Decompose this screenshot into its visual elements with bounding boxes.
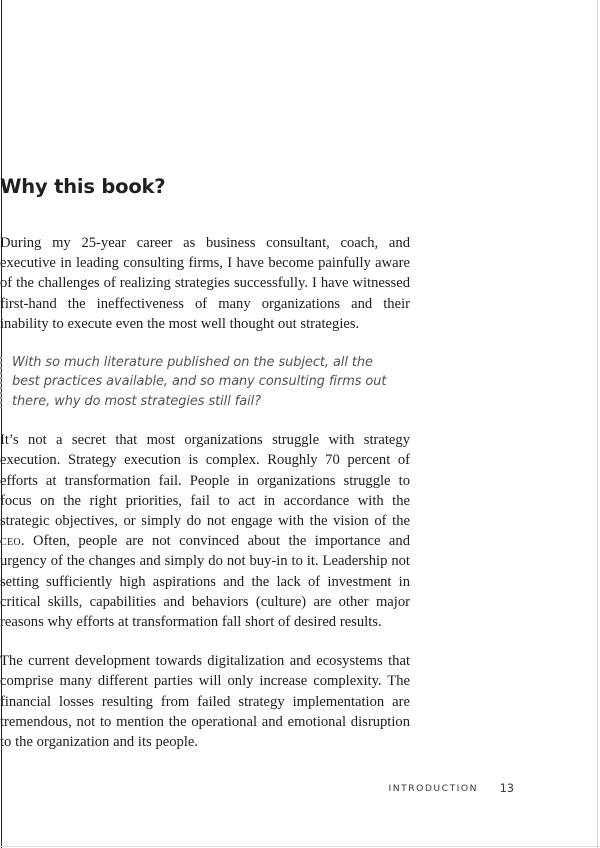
page-number: 13 [499,782,514,795]
paragraph-intro: During my 25-year career as business consultant, coach, and executive in leading consulting firms, I have become painfully aware of the challenges of realizing strategies successfully. I have witnessed first-hand the ineffectiveness of many organizations and their inability to execute even the most well thought out strategies. [0,235,410,332]
body-content [0,233,410,752]
pullquote-text: With so much literature published on the subject, all the best practices available, and so many consulting firms out there, why do most strategies still fail? [12,355,387,409]
dotted-rule-icon [0,357,2,408]
paragraph-strategy-execution-part-2: . Often, people are not convinced about the importance and urgency of the changes and simply do not buy-in to it. Leadership not setting sufficiently high aspirations and the lack of investment in critical skills, capabilities and behaviors (culture) are other major reasons why efforts at transformation fall short of desired results. [0,533,410,631]
page-bottom-edge [0,846,600,847]
paragraph-strategy-execution-part-1: It’s not a secret that most organizations struggle with strategy execution. Strategy execution is complex. Roughly 70 percent of efforts at transformation fail. People in organizations struggle to focus on the right priorities, fail to act in accordance with the strategic objectives, or simply do not engage with the vision of the [0,432,410,530]
paragraph-digitalization: The current development towards digitalization and ecosystems that comprise many different parties will only increase complexity. The financial losses resulting from failed strategy implementation are tremendous, not to mention the operational and emotional disruption to the organization and its people. [0,653,410,751]
page-title: Why this book? [0,175,166,198]
paragraph-strategy-execution [0,430,410,632]
running-head: INTRODUCTION [388,783,478,794]
page-footer [104,783,514,799]
ceo-smallcaps: ceo [0,533,21,550]
pullquote [0,353,398,411]
page-right-edge [597,0,598,848]
